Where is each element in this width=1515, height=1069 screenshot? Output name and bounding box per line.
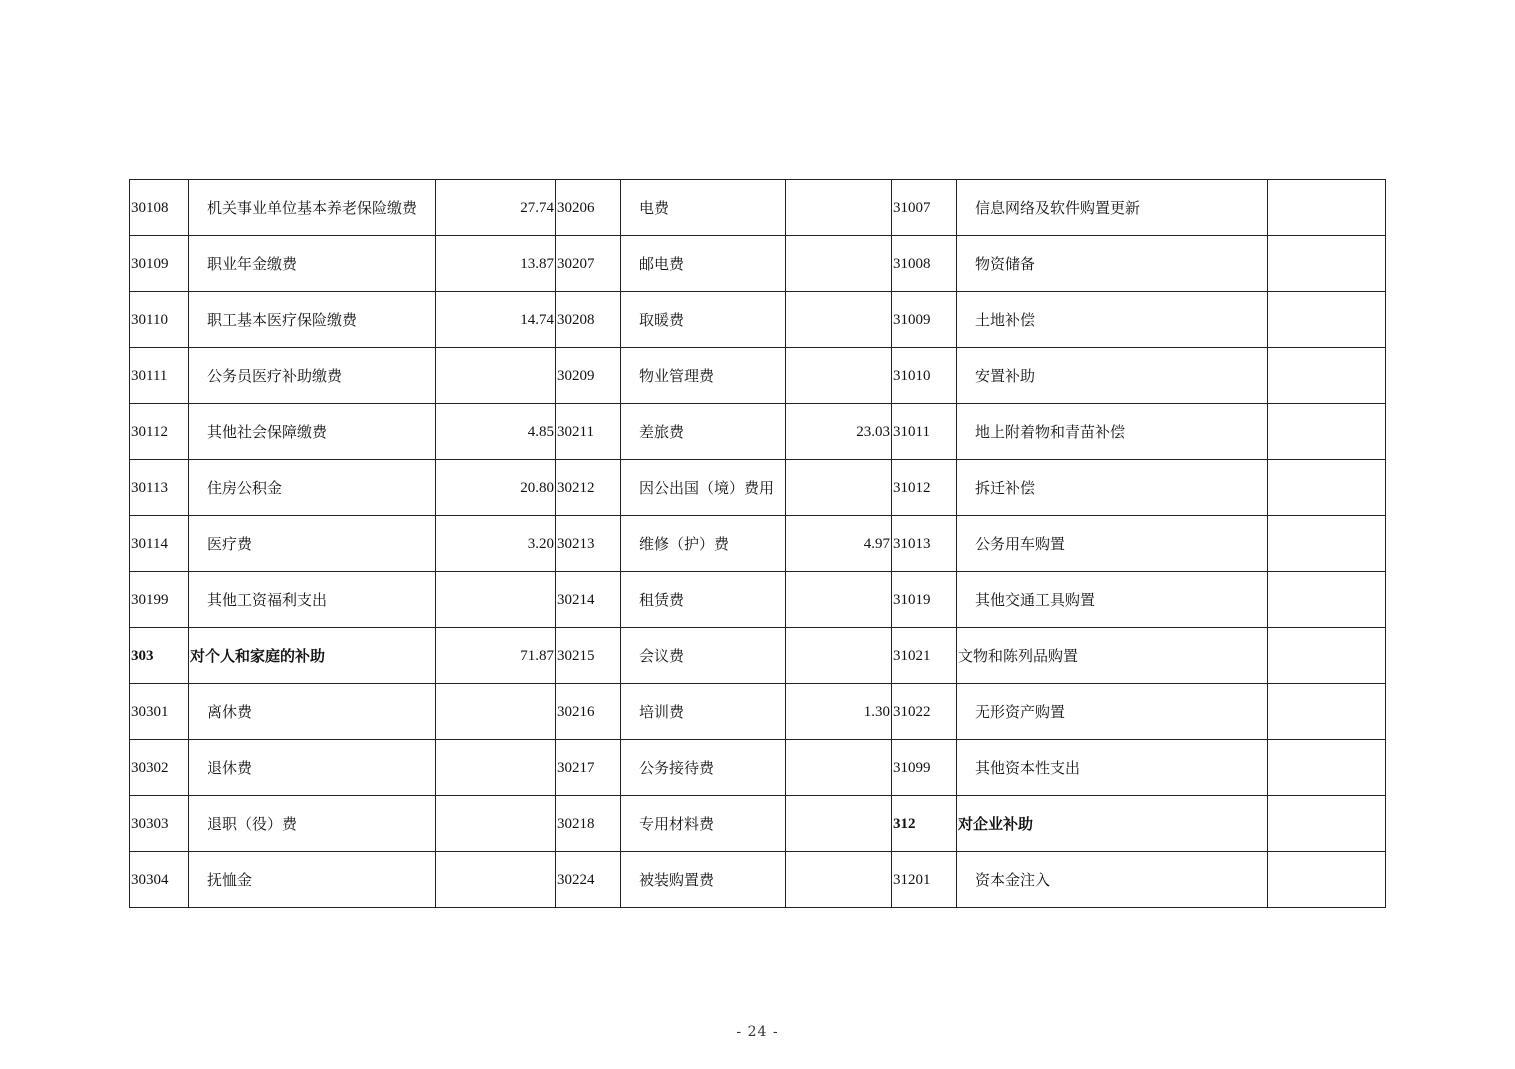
item-code: 30304 — [130, 852, 189, 908]
item-name: 差旅费 — [621, 404, 786, 460]
category-code: 303 — [130, 628, 189, 684]
item-name: 信息网络及软件购置更新 — [957, 180, 1268, 236]
category-name: 对企业补助 — [957, 796, 1268, 852]
item-name: 其他交通工具购置 — [957, 572, 1268, 628]
item-amount — [1268, 852, 1386, 908]
item-amount: 23.03 — [786, 404, 892, 460]
item-code: 30111 — [130, 348, 189, 404]
item-amount — [436, 348, 556, 404]
item-amount — [436, 852, 556, 908]
item-name: 专用材料费 — [621, 796, 786, 852]
item-name: 文物和陈列品购置 — [957, 628, 1268, 684]
item-code: 31010 — [892, 348, 957, 404]
item-amount — [786, 348, 892, 404]
item-name: 电费 — [621, 180, 786, 236]
item-name: 离休费 — [189, 684, 436, 740]
item-code: 30301 — [130, 684, 189, 740]
item-code: 30217 — [556, 740, 621, 796]
item-amount — [436, 684, 556, 740]
item-name: 退休费 — [189, 740, 436, 796]
item-code: 30213 — [556, 516, 621, 572]
item-code: 30114 — [130, 516, 189, 572]
item-code: 31008 — [892, 236, 957, 292]
item-code: 30206 — [556, 180, 621, 236]
table-row — [130, 404, 1386, 460]
item-amount — [1268, 460, 1386, 516]
item-amount — [436, 740, 556, 796]
item-code: 31013 — [892, 516, 957, 572]
table-row — [130, 572, 1386, 628]
item-code: 30110 — [130, 292, 189, 348]
table-row — [130, 796, 1386, 852]
item-name: 土地补偿 — [957, 292, 1268, 348]
item-amount: 4.85 — [436, 404, 556, 460]
item-code: 30302 — [130, 740, 189, 796]
item-code: 30108 — [130, 180, 189, 236]
item-name: 会议费 — [621, 628, 786, 684]
item-amount — [786, 180, 892, 236]
page-number: - 24 - — [736, 1024, 779, 1040]
item-name: 其他工资福利支出 — [189, 572, 436, 628]
table-row — [130, 852, 1386, 908]
table-row — [130, 516, 1386, 572]
item-amount — [786, 740, 892, 796]
item-code: 30113 — [130, 460, 189, 516]
item-code: 30209 — [556, 348, 621, 404]
item-code: 31011 — [892, 404, 957, 460]
item-amount — [786, 292, 892, 348]
item-code: 31007 — [892, 180, 957, 236]
item-name: 公务员医疗补助缴费 — [189, 348, 436, 404]
item-amount — [1268, 684, 1386, 740]
item-amount: 1.30 — [786, 684, 892, 740]
item-code: 31022 — [892, 684, 957, 740]
item-name: 邮电费 — [621, 236, 786, 292]
item-code: 30214 — [556, 572, 621, 628]
item-amount: 14.74 — [436, 292, 556, 348]
item-name: 公务用车购置 — [957, 516, 1268, 572]
item-amount — [786, 572, 892, 628]
item-code: 30211 — [556, 404, 621, 460]
item-code: 30109 — [130, 236, 189, 292]
item-code: 31009 — [892, 292, 957, 348]
item-amount: 13.87 — [436, 236, 556, 292]
item-amount — [1268, 292, 1386, 348]
item-amount — [786, 460, 892, 516]
item-code: 30215 — [556, 628, 621, 684]
item-code: 30212 — [556, 460, 621, 516]
item-amount — [786, 236, 892, 292]
item-name: 医疗费 — [189, 516, 436, 572]
item-name: 被装购置费 — [621, 852, 786, 908]
table-row — [130, 180, 1386, 236]
item-code: 31099 — [892, 740, 957, 796]
item-name: 安置补助 — [957, 348, 1268, 404]
item-code: 31021 — [892, 628, 957, 684]
table-row — [130, 460, 1386, 516]
category-amount: 71.87 — [436, 628, 556, 684]
item-name: 其他资本性支出 — [957, 740, 1268, 796]
item-name: 拆迁补偿 — [957, 460, 1268, 516]
item-amount — [1268, 740, 1386, 796]
category-amount — [1268, 796, 1386, 852]
item-code: 30208 — [556, 292, 621, 348]
table-row — [130, 292, 1386, 348]
item-name: 机关事业单位基本养老保险缴费 — [189, 180, 436, 236]
item-code: 30224 — [556, 852, 621, 908]
item-amount: 27.74 — [436, 180, 556, 236]
item-name: 公务接待费 — [621, 740, 786, 796]
item-amount — [786, 852, 892, 908]
table-row — [130, 684, 1386, 740]
item-name: 职业年金缴费 — [189, 236, 436, 292]
item-code: 30207 — [556, 236, 621, 292]
item-name: 因公出国（境）费用 — [621, 460, 786, 516]
item-amount — [1268, 236, 1386, 292]
item-name: 抚恤金 — [189, 852, 436, 908]
item-code: 30216 — [556, 684, 621, 740]
item-code: 31201 — [892, 852, 957, 908]
item-name: 住房公积金 — [189, 460, 436, 516]
item-code: 30303 — [130, 796, 189, 852]
item-amount: 3.20 — [436, 516, 556, 572]
item-amount — [1268, 180, 1386, 236]
item-name: 培训费 — [621, 684, 786, 740]
table-row — [130, 740, 1386, 796]
table-row — [130, 236, 1386, 292]
item-amount — [436, 796, 556, 852]
item-amount — [1268, 404, 1386, 460]
item-name: 租赁费 — [621, 572, 786, 628]
table-row — [130, 348, 1386, 404]
item-name: 取暖费 — [621, 292, 786, 348]
item-name: 职工基本医疗保险缴费 — [189, 292, 436, 348]
item-amount — [1268, 516, 1386, 572]
item-code: 30199 — [130, 572, 189, 628]
item-amount — [1268, 572, 1386, 628]
item-code: 30112 — [130, 404, 189, 460]
expenditure-table — [129, 179, 1386, 908]
item-code: 30218 — [556, 796, 621, 852]
item-name: 维修（护）费 — [621, 516, 786, 572]
item-amount — [436, 572, 556, 628]
item-amount — [786, 796, 892, 852]
item-name: 物资储备 — [957, 236, 1268, 292]
item-amount: 4.97 — [786, 516, 892, 572]
category-name: 对个人和家庭的补助 — [189, 628, 436, 684]
category-code: 312 — [892, 796, 957, 852]
item-name: 资本金注入 — [957, 852, 1268, 908]
item-code: 31012 — [892, 460, 957, 516]
item-amount — [786, 628, 892, 684]
item-amount — [1268, 348, 1386, 404]
item-amount — [1268, 628, 1386, 684]
item-amount: 20.80 — [436, 460, 556, 516]
item-name: 退职（役）费 — [189, 796, 436, 852]
item-name: 其他社会保障缴费 — [189, 404, 436, 460]
item-name: 地上附着物和青苗补偿 — [957, 404, 1268, 460]
table-row-category — [130, 628, 1386, 684]
item-code: 31019 — [892, 572, 957, 628]
item-name: 物业管理费 — [621, 348, 786, 404]
item-name: 无形资产购置 — [957, 684, 1268, 740]
